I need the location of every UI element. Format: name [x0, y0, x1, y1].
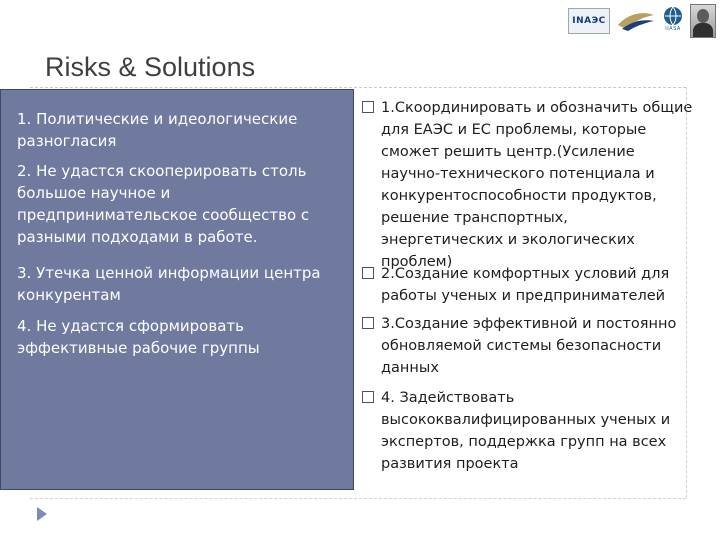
solution-text: 3.Создание эффективной и постоянно обновляемой системы безопасности данных: [381, 316, 677, 376]
solution-text: 4. Задействовать высококвалифицированных ученых и экспертов, поддержка групп на всех развития проекта: [381, 390, 671, 472]
risk-item-2: 2. Не удастся скооперировать столь большое научное и предпринимательское сообщество с разными подходами в работе.: [17, 162, 310, 246]
iiasa-logo: IIASA: [662, 6, 684, 36]
checkbox-bullet-icon: [362, 101, 374, 113]
solution-text: 1.Скоординировать и обозначить общие для ЕАЭС и ЕС проблемы, которые сможет решить центр.(Усиление научно-технического потенциала и конкурентоспособности продуктов, решение транспортных, энергетических и экологических проблем): [381, 100, 693, 270]
bottom-divider: [30, 498, 686, 499]
portrait-photo: [690, 4, 716, 38]
risk-item-3: 3. Утечка ценной информации центра конкурентам: [17, 264, 321, 304]
slide-title: Risks & Solutions: [45, 52, 256, 82]
checkbox-bullet-icon: [362, 391, 374, 403]
solution-item-1: [362, 97, 694, 273]
solution-text: 2.Создание комфортных условий для работы ученых и предпринимателей: [381, 266, 670, 304]
risk-item-4: 4. Не удастся сформировать эффективные рабочие группы: [17, 317, 260, 357]
globe-icon: [663, 6, 683, 26]
risk-item-1: 1. Политические и идеологические разногласия: [17, 110, 298, 150]
partner-logos: [568, 4, 716, 38]
solution-item-4: [362, 387, 694, 475]
checkbox-bullet-icon: [362, 317, 374, 329]
right-divider: [686, 87, 687, 498]
solution-item-3: [362, 313, 694, 379]
wing-logo-icon: [616, 9, 656, 33]
title-divider: [30, 87, 686, 88]
inaes-logo: INAЭС: [568, 8, 610, 34]
checkbox-bullet-icon: [362, 267, 374, 279]
solution-item-2: [362, 263, 694, 307]
next-slide-arrow-icon[interactable]: [37, 507, 47, 521]
